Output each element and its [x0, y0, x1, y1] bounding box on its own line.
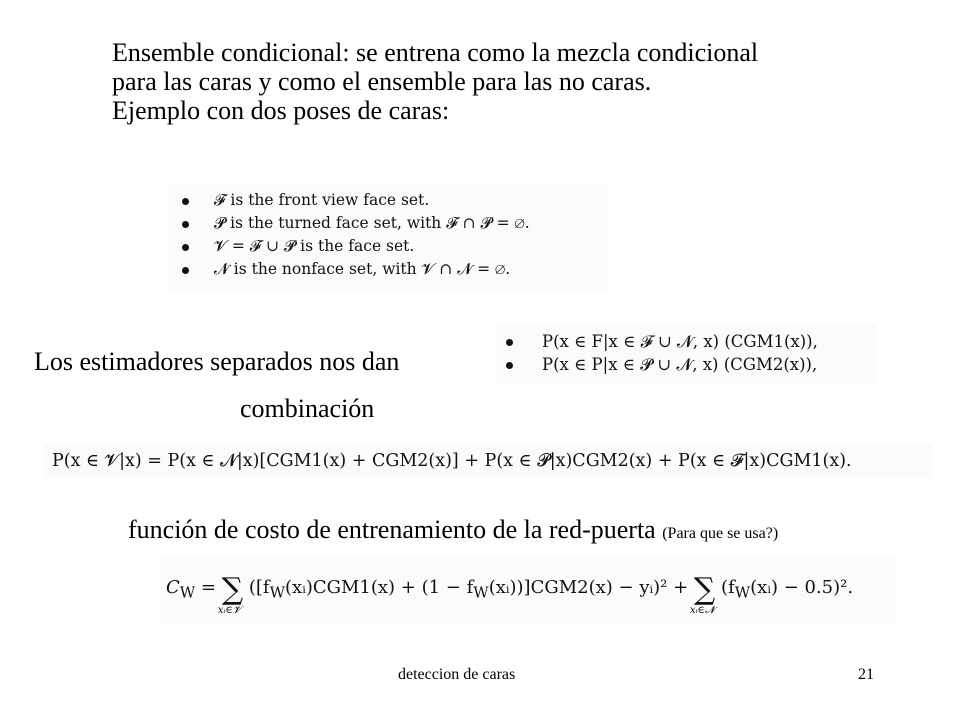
face-sets-figure: [168, 183, 608, 290]
intro-text: [112, 38, 932, 125]
cost-term: (xᵢ)CGM1(x) + (1 − f: [285, 577, 474, 598]
estimator-item: P(x ∈ F|x ∈ 𝓕 ∪ 𝓝, x) (CGM1(x)),: [496, 330, 876, 353]
cost-term: (f: [721, 577, 735, 598]
combination-label: combinación: [240, 394, 375, 423]
face-set-item: 𝓕 is the front view face set.: [176, 189, 608, 212]
cost-title-text: función de costo de entrenamiento de la red-puerta: [128, 515, 656, 544]
face-set-item: 𝓝 is the nonface set, with 𝓥 ∩ 𝓝 = ∅.: [176, 258, 608, 281]
f-subscript: W: [734, 583, 751, 602]
footer-title: deteccion de caras: [398, 666, 516, 683]
cost-lhs-sub: W: [179, 583, 196, 602]
face-set-item: 𝓥 = 𝓕 ∪ 𝓟 is the face set.: [176, 235, 608, 258]
cost-term: (xᵢ) − 0.5)².: [750, 577, 854, 598]
sum-subscript: xᵢ∈𝓥: [217, 605, 242, 616]
cost-equation-line: $C_W$ = ∑ xᵢ∈𝓥 ([$f_W(xᵢ)CGM1(x) + (1$ − $f_W(xᵢ))]CGM2(x)$ − yᵢ)² + ∑ xᵢ∈𝓝 $(f_W(xᵢ) - 0.5)^2$.: [166, 572, 854, 616]
estimators-label: Los estimadores separados nos dan: [34, 347, 400, 376]
sum-symbol: ∑ xᵢ∈𝓝: [689, 572, 716, 616]
intro-line-1: Ensemble condicional: se entrena como la mezcla condicional: [112, 38, 759, 67]
estimators-list: [496, 324, 876, 376]
estimator-item: P(x ∈ P|x ∈ 𝓟 ∪ 𝓝, x) (CGM2(x)),: [496, 353, 876, 376]
cost-lhs: C: [166, 577, 180, 598]
cost-term: ([f: [248, 577, 270, 598]
f-subscript: W: [473, 583, 489, 602]
cost-title-note: (Para que se usa?): [662, 525, 779, 542]
intro-line-3: Ejemplo con dos poses de caras:: [112, 96, 450, 125]
face-sets-list: [168, 183, 608, 281]
intro-line-2: para las caras y como el ensemble para las no caras.: [112, 67, 652, 96]
sum-subscript: xᵢ∈𝓝: [689, 605, 715, 616]
face-set-item: 𝓟 is the turned face set, with 𝓕 ∩ 𝓟 = ∅.: [176, 212, 608, 235]
cost-term: (xᵢ))]CGM2(x) − yᵢ)² +: [488, 577, 689, 598]
page-number: 21: [858, 666, 874, 683]
combination-equation: P(x ∈ 𝓥|x) = P(x ∈ 𝓝|x)[CGM1(x) + CGM2(x)] + P(x ∈ 𝓟|x)CGM2(x) + P(x ∈ 𝓕|x)CGM1(x).: [44, 444, 932, 478]
f-subscript: W: [269, 583, 286, 602]
estimators-figure: [496, 324, 876, 384]
cost-function-equation: [160, 558, 896, 624]
cost-function-title: [128, 515, 778, 545]
sum-symbol: ∑ xᵢ∈𝓥: [217, 572, 244, 616]
